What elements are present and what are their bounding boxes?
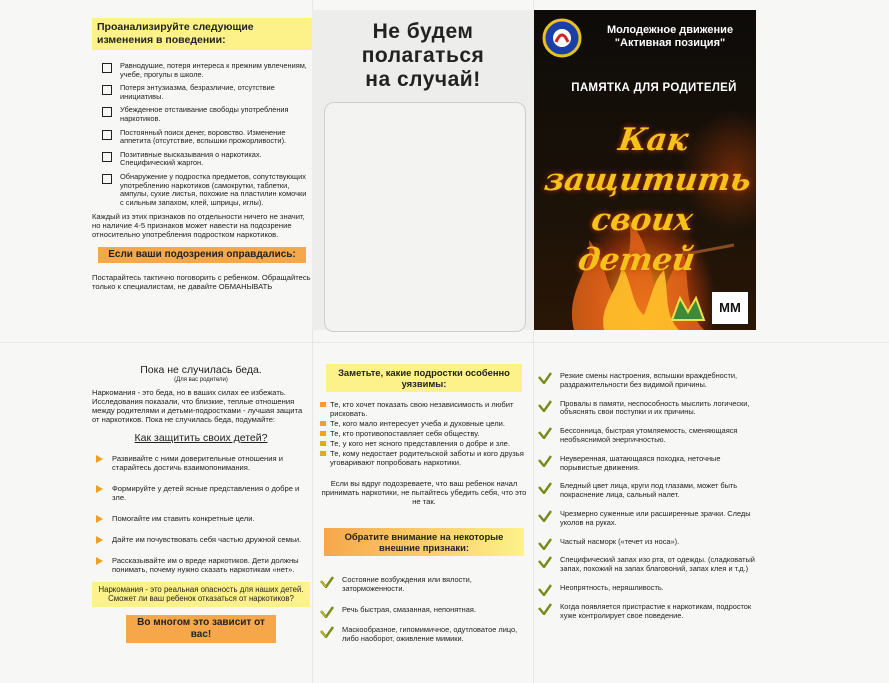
arrow-bullet-icon — [96, 536, 103, 544]
sign-item: Бледный цвет лица, круги под глазами, может быть покраснение лица, сальный налет. — [536, 482, 756, 500]
check-mark-icon — [320, 606, 334, 618]
organization-name: Молодежное движение — [606, 24, 734, 36]
bullet-icon — [320, 421, 326, 426]
vulnerable-item: Те, кто противопоставляет себя обществу. — [318, 429, 530, 438]
arrow-bullet-icon — [96, 455, 103, 463]
sign-item: Бессонница, быстрая утомляемость, сменяющаяся необъяснимой энергичностью. — [536, 427, 756, 445]
checklist-item: Позитивные высказывания о наркотиках. Специфический жаргон. — [102, 151, 312, 168]
advice-text: Постарайтесь тактично поговорить с ребенком. Обращайтесь только к специалистам, не давайте ОБМАНЫВАТЬ — [92, 273, 311, 292]
checkbox-icon — [102, 85, 112, 95]
vulnerable-item: Те, кому недостает родительской заботы и кого друзья уговаривают попробовать наркотики. — [318, 449, 530, 467]
check-mark-icon — [538, 584, 552, 596]
bullet-icon — [320, 451, 326, 456]
checkbox-icon — [102, 63, 112, 73]
checkbox-icon — [102, 130, 112, 140]
parents-panel — [92, 358, 310, 658]
bullet-icon — [320, 402, 326, 407]
check-mark-icon — [320, 576, 334, 588]
attention-bar: Обратите внимание на некоторые внешние признаки: — [324, 528, 524, 556]
checklist-item: Постоянный поиск денег, воровство. Изменение аппетита (отсутствие, вспышки прожорливости). — [102, 129, 312, 146]
sign-item: Неопрятность, неряшливость. — [536, 584, 756, 593]
behavior-header: Проанализируйте следующие изменения в поведении: — [92, 18, 312, 50]
mountain-logo-icon — [670, 292, 706, 322]
check-mark-icon — [320, 626, 334, 638]
tips-list — [92, 454, 310, 574]
check-mark-icon — [538, 427, 552, 439]
checkbox-icon — [102, 174, 112, 184]
bullet-icon — [320, 441, 326, 446]
organization-emblem-icon — [542, 18, 582, 58]
external-sign-item: Речь быстрая, смазанная, непонятная. — [318, 606, 530, 615]
more-signs-list — [536, 372, 756, 620]
slogan-title: Не будем полагаться на случай! — [361, 20, 485, 91]
sign-item: Когда появляется пристрастие к наркотикам, подросток хуже контролирует свое поведение. — [536, 603, 756, 621]
suspicion-paragraph: Если вы вдруг подозреваете, что ваш ребенок начал принимать наркотики, не пытайтесь убедить себя, что это не так. — [321, 479, 527, 506]
vulnerable-item: Те, кто хочет показать свою независимость и любит рисковать. — [318, 400, 530, 418]
checkbox-icon — [102, 107, 112, 117]
memo-heading: ПАМЯТКА ДЛЯ РОДИТЕЛЕЙ — [571, 82, 737, 94]
check-mark-icon — [538, 482, 552, 494]
parents-title: Пока не случилась беда. — [140, 364, 262, 376]
cover-title: Как защитить своих детей — [542, 122, 754, 278]
behavior-checklist — [102, 62, 312, 207]
external-sign-item: Состояние возбуждения или вялости, заторможенности. — [318, 576, 530, 594]
sign-item: Специфический запах изо рта, от одежды. (сладковатый запах, похожий на запах благовоний, запах клея и т.д.) — [536, 556, 756, 574]
check-mark-icon — [538, 538, 552, 550]
vulnerable-header: Заметьте, какие подростки особенно уязвимы: — [326, 364, 522, 392]
check-mark-icon — [538, 455, 552, 467]
check-mark-icon — [538, 603, 552, 615]
danger-box: Наркомания - это реальная опасность для наших детей. Сможет ли ваш ребенок отказаться от наркотиков? — [92, 582, 310, 607]
checklist-item: Обнаружение у подростка предметов, сопутствующих употреблению наркотиков (самокрутки, таблетки, ампулы, сухие листья, похожие на пластилин комочки с сильным запахом, клей, шприцы, иглы). — [102, 173, 312, 207]
bullet-icon — [320, 431, 326, 436]
cover-panel — [534, 10, 756, 330]
fold-line-horizontal — [0, 342, 889, 343]
external-signs-list — [318, 576, 530, 644]
check-mark-icon — [538, 556, 552, 568]
vulnerable-item: Те, у кого нет ясного представления о добре и зле. — [318, 439, 530, 448]
organization-subname: "Активная позиция" — [614, 37, 726, 49]
slogan-panel — [312, 10, 534, 330]
sign-item: Чрезмерно суженные или расширенные зрачки. Следы уколов на руках. — [536, 510, 756, 528]
vulnerable-item: Те, кого мало интересует учеба и духовные цели. — [318, 419, 530, 428]
arrow-bullet-icon — [96, 485, 103, 493]
sign-item: Частый насморк («течет из носа»). — [536, 538, 756, 547]
tip-item: Формируйте у детей ясные представления о добре и зле. — [92, 484, 310, 502]
check-mark-icon — [538, 400, 552, 412]
signs-note: Каждый из этих признаков по отдельности ничего не значит, но наличие 4-5 признаков может навести на подозрение относительно употребления подростком наркотиков. — [92, 212, 305, 240]
vulnerable-list — [318, 400, 530, 467]
protect-question: Как защитить своих детей? — [134, 432, 268, 444]
arrow-bullet-icon — [96, 515, 103, 523]
sign-item: Провалы в памяти, неспособность мыслить логически, объяснять свои поступки и их причины. — [536, 400, 756, 418]
tip-item: Рассказывайте им о вреде наркотиков. Дети должны понимать, почему нужно сказать наркотикам «нет». — [92, 556, 310, 574]
vulnerable-teens-panel — [318, 358, 530, 658]
arrow-bullet-icon — [96, 557, 103, 565]
check-mark-icon — [538, 372, 552, 384]
parents-intro: Наркомания - это беда, но в ваших силах ее избежать. Исследования показали, что близкие, теплые отношения между родителями и детьми-подростками - лучшая защита от наркотиков. Пока не случилась беда, подумайте: — [92, 388, 303, 424]
check-mark-icon — [538, 510, 552, 522]
behavior-changes-panel — [92, 10, 312, 330]
mm-logo: ММ — [712, 292, 748, 324]
checkbox-icon — [102, 152, 112, 162]
photo-placeholder — [324, 102, 526, 332]
sign-item: Резкие смены настроения, вспышки враждебности, раздражительности без видимой причины. — [536, 372, 756, 390]
tip-item: Дайте им почувствовать себя частью дружной семьи. — [92, 535, 310, 544]
checklist-item: Равнодушие, потеря интереса к прежним увлечениям, учебе, прогулы в школе. — [102, 62, 312, 79]
checklist-item: Потеря энтузиазма, безразличие, отсутствие инициативы. — [102, 84, 312, 101]
parents-subtitle: (Для вас родители) — [174, 377, 228, 383]
suspicion-bar: Если ваши подозрения оправдались: — [98, 247, 306, 263]
tip-item: Развивайте с ними доверительные отношения и старайтесь достичь взаимопонимания. — [92, 454, 310, 472]
tip-item: Помогайте им ставить конкретные цели. — [92, 514, 310, 523]
sign-item: Неуверенная, шатающаяся походка, неточные порывистые движения. — [536, 455, 756, 473]
external-sign-item: Маскообразное, гипомимичное, одутловатое лицо, либо наоборот, оживление мимики. — [318, 626, 530, 644]
more-signs-panel — [536, 372, 756, 662]
checklist-item: Убежденное отстаивание свободы употребления наркотиков. — [102, 106, 312, 123]
depends-on-you-bar: Во многом это зависит от вас! — [126, 615, 276, 643]
